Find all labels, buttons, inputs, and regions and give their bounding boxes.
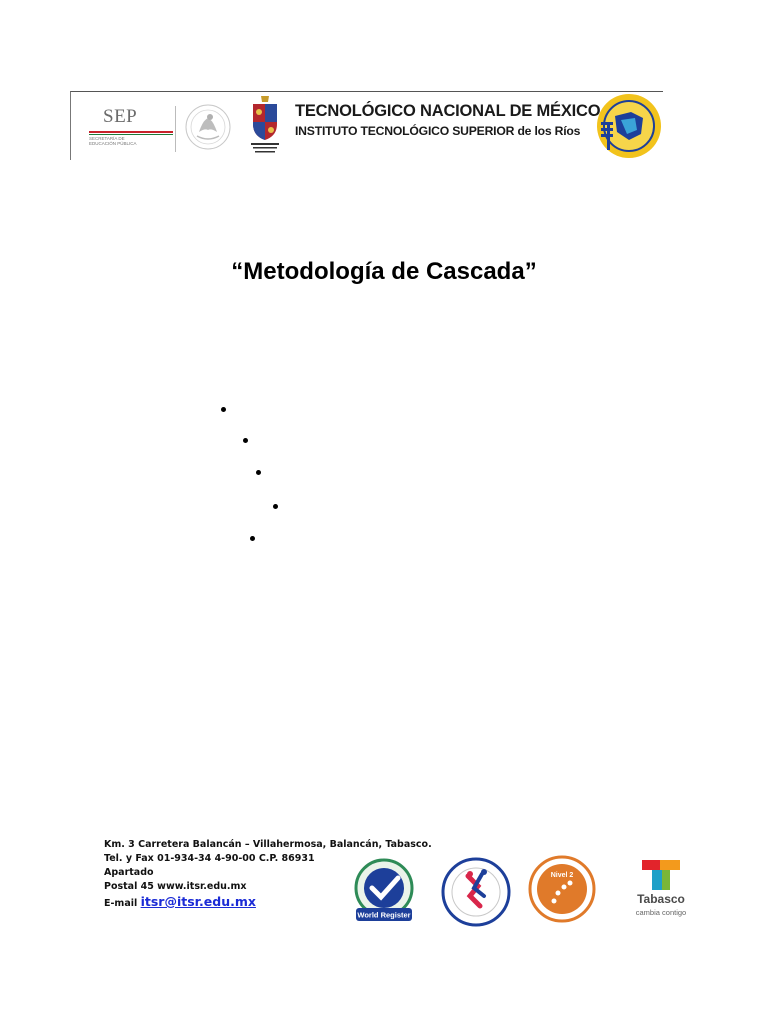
world-register-label: World Register [357, 910, 411, 920]
sep-subtitle: SECRETARÍA DE EDUCACIÓN PÚBLICA [89, 136, 137, 146]
tabasco-slogan: cambia contigo [635, 908, 687, 917]
sep-logo [81, 106, 167, 150]
tabasco-shield-icon [247, 94, 283, 156]
bullet-point [256, 470, 261, 475]
itsr-title: INSTITUTO TECNOLÓGICO SUPERIOR de los Ríos [295, 124, 581, 138]
tabasco-t-icon [628, 858, 694, 892]
tecnm-title: TECNOLÓGICO NACIONAL DE MÉXICO [295, 102, 601, 120]
cdm-level-label: Nivel 2 [550, 872, 574, 879]
institution-titles [295, 102, 601, 138]
bullet-point [243, 438, 248, 443]
bullet-point [221, 407, 226, 412]
address-line: Tel. y Fax 01-934-34 4-90-00 C.P. 86931 [104, 853, 315, 864]
address-line: Postal 45 www.itsr.edu.mx [104, 881, 247, 892]
world-register-badge-icon [348, 856, 420, 926]
tabasco-name: Tabasco [637, 892, 685, 906]
institution-header [70, 91, 663, 160]
itsr-seal-icon [595, 92, 663, 160]
mexico-coat-of-arms-icon [183, 102, 233, 152]
sep-logo-text: SEP [103, 106, 138, 127]
email-link[interactable]: itsr@itsr.edu.mx [140, 894, 256, 909]
cdm-level-badge-icon [528, 855, 596, 925]
logo-divider [175, 106, 176, 152]
address-line: Km. 3 Carretera Balancán – Villahermosa, Balancán, Tabasco. [104, 839, 432, 850]
bullet-point [273, 504, 278, 509]
gender-equity-badge-icon [440, 856, 512, 928]
bullet-point [250, 536, 255, 541]
address-line: Apartado [104, 867, 154, 878]
sep-red-rule [89, 131, 173, 133]
sep-green-rule [89, 134, 173, 135]
email-label: E-mail [104, 898, 138, 909]
document-title: “Metodología de Cascada” [231, 258, 537, 285]
tabasco-government-logo [628, 858, 694, 924]
